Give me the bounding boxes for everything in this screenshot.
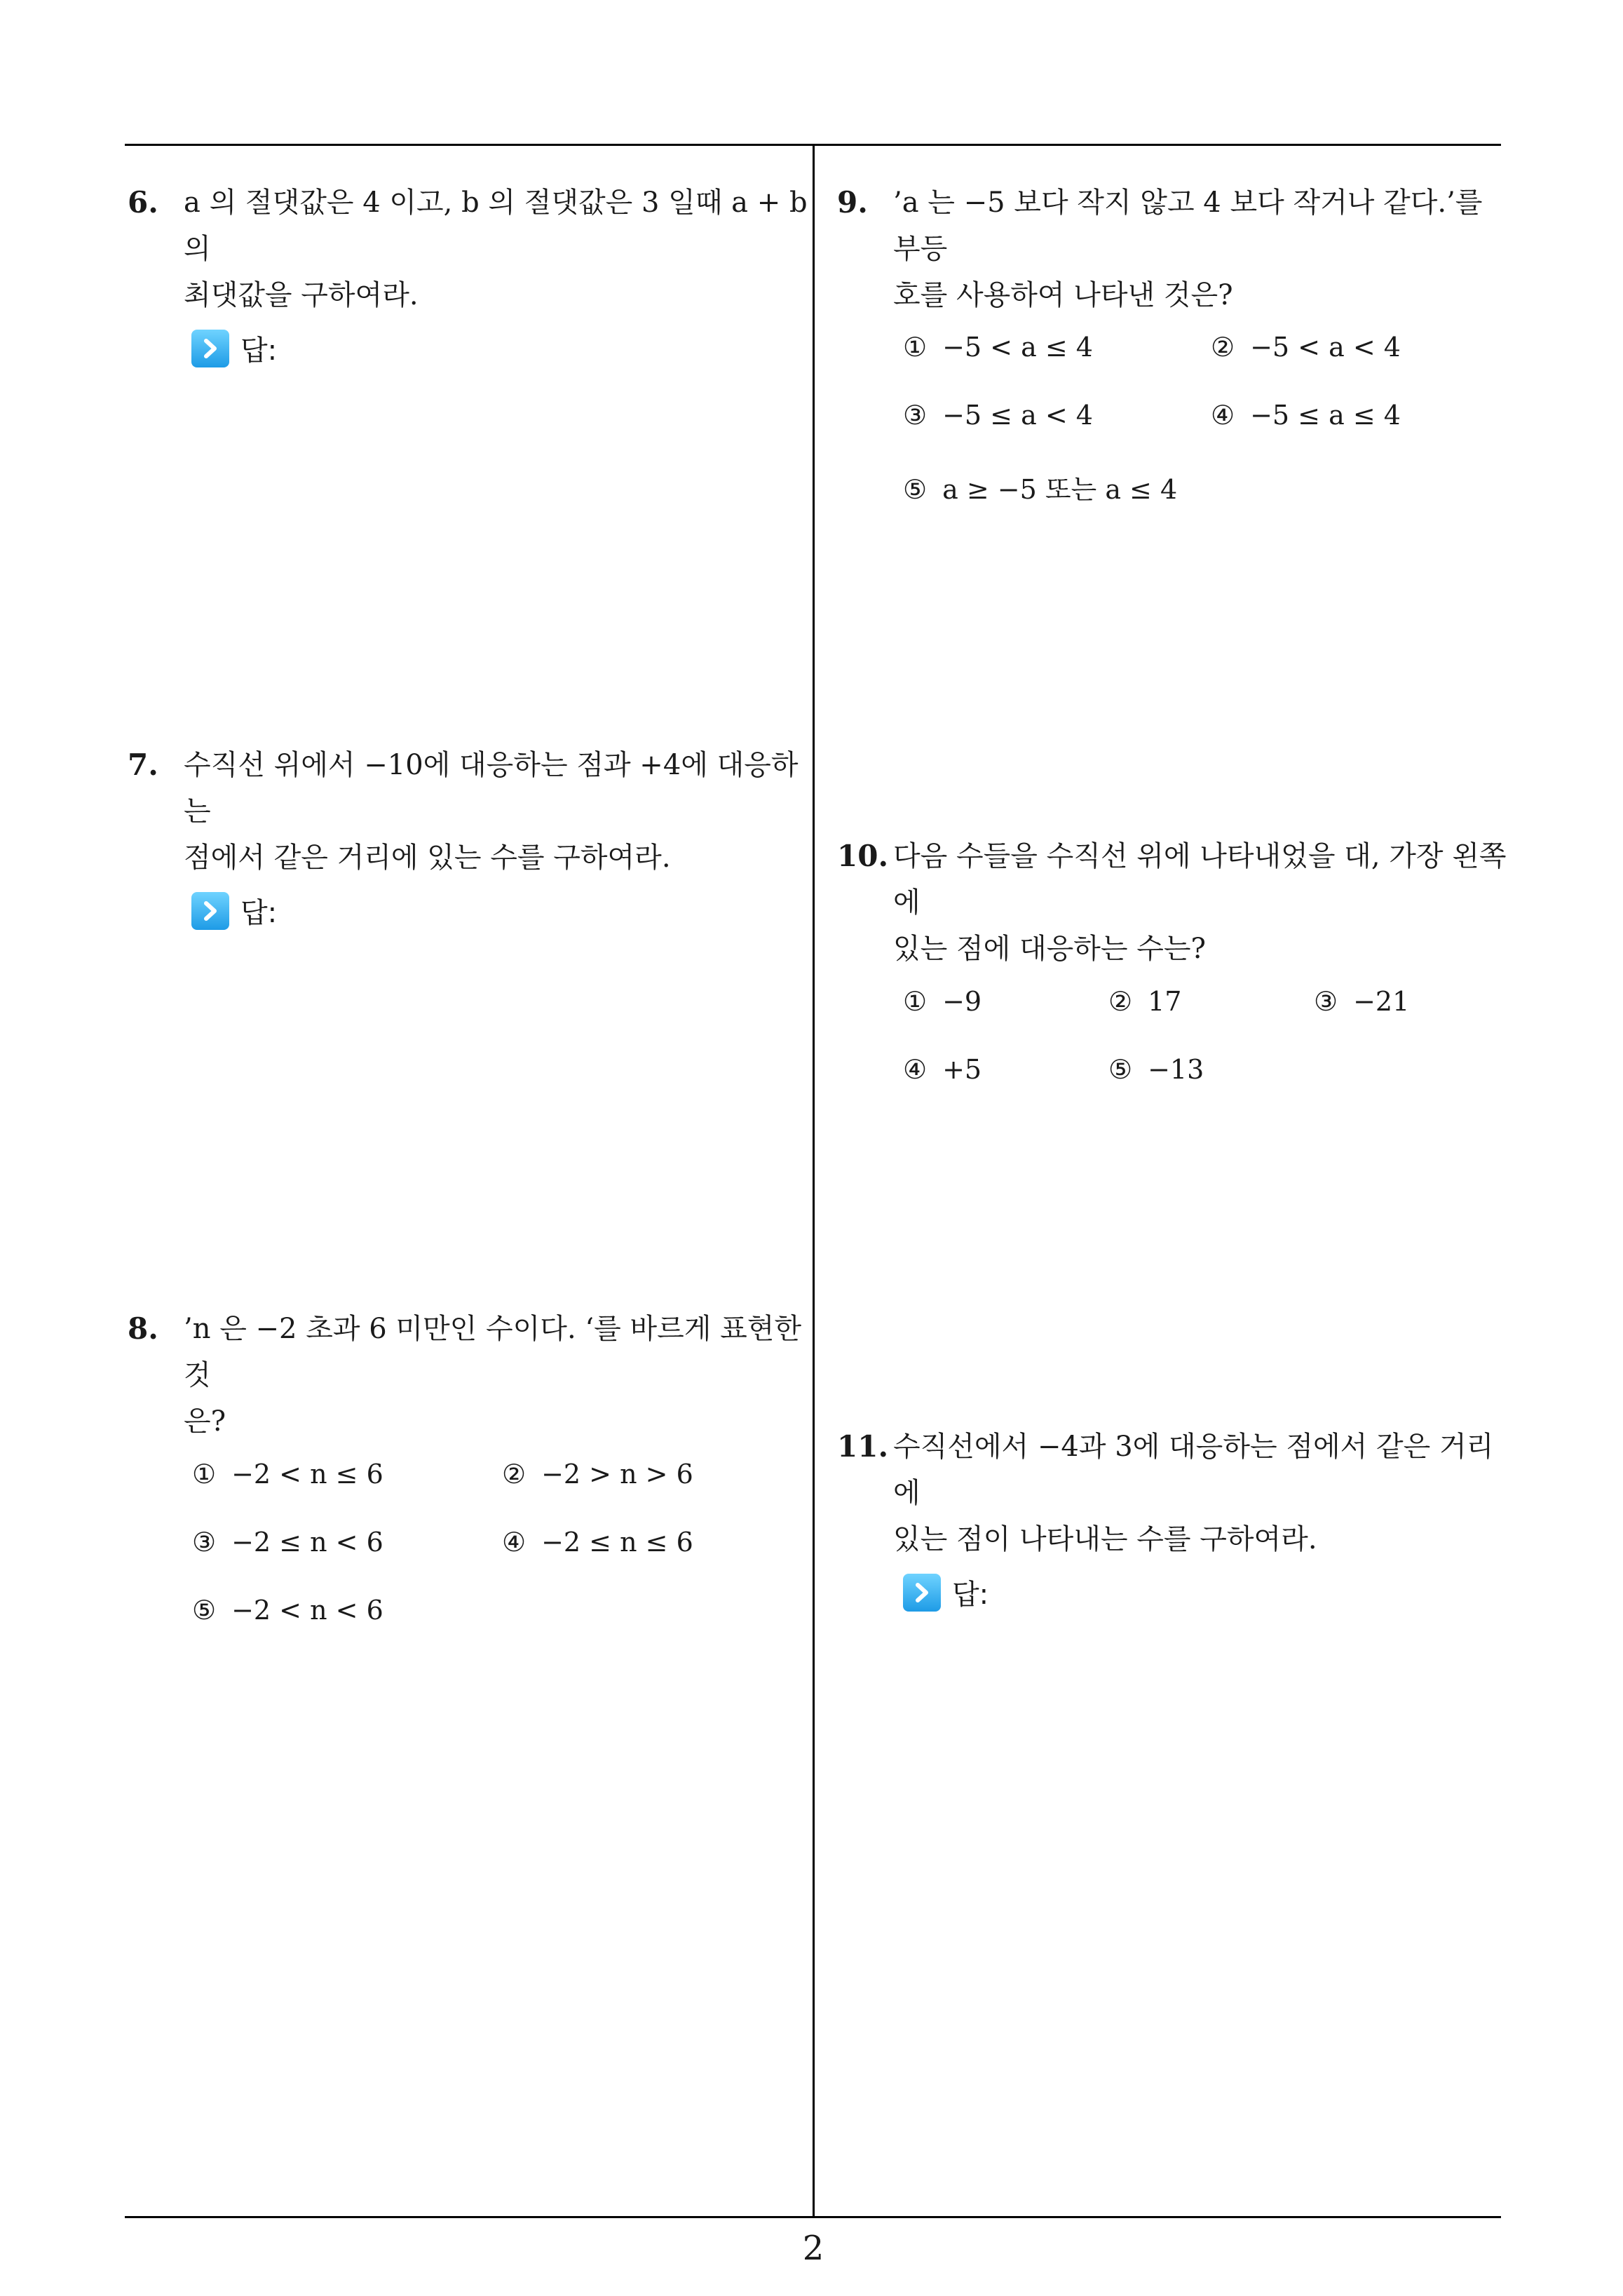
choice-4[interactable]	[502, 1527, 693, 1558]
question-number: 7.	[128, 748, 158, 782]
choice-text: −2 < n ≤ 6	[231, 1459, 383, 1490]
choice-2[interactable]	[1211, 332, 1401, 363]
choice-2[interactable]	[502, 1459, 693, 1490]
answer-area-11[interactable]	[903, 1572, 989, 1612]
question-line: 은?	[184, 1405, 226, 1438]
answer-label: 답:	[240, 897, 278, 929]
choice-mark: ⑤	[192, 1595, 217, 1626]
choice-5[interactable]	[903, 468, 1177, 506]
answer-label: 답:	[952, 1579, 989, 1611]
choice-4[interactable]	[1211, 400, 1401, 431]
choice-2[interactable]	[1108, 986, 1181, 1017]
choice-text: −5 < a ≤ 4	[942, 332, 1093, 363]
question-line: 최댓값을 구하여라.	[184, 279, 419, 311]
choice-text: 17	[1148, 986, 1182, 1017]
choice-text: −2 ≤ n ≤ 6	[541, 1527, 693, 1558]
question-text	[184, 180, 808, 318]
choice-text: −2 < n < 6	[231, 1595, 383, 1626]
choice-text: a ≥ −5 또는 a ≤ 4	[942, 474, 1178, 505]
choice-mark: ②	[1108, 986, 1133, 1017]
choice-1[interactable]	[192, 1459, 383, 1490]
choice-mark: ③	[903, 400, 928, 431]
page-number: 2	[802, 2229, 824, 2268]
choice-text: −21	[1353, 986, 1410, 1017]
choice-text: −5 ≤ a ≤ 4	[1250, 400, 1401, 431]
choice-mark: ④	[1211, 400, 1235, 431]
choice-3[interactable]	[1314, 986, 1409, 1017]
question-number: 8.	[128, 1311, 158, 1346]
question-line: 있는 점에 대응하는 수는?	[893, 933, 1206, 965]
column-divider	[813, 144, 815, 2216]
question-line: 점에서 같은 거리에 있는 수를 구하여라.	[184, 842, 671, 874]
question-line: 다음 수들을 수직선 위에 나타내었을 대, 가장 왼쪽에	[893, 840, 1507, 919]
question-line: 호를 사용하여 나타낸 것은?	[893, 279, 1233, 311]
choice-mark: ③	[1314, 986, 1338, 1017]
question-line: a 의 절댓값은 4 이고, b 의 절댓값은 3 일때 a + b 의	[184, 187, 808, 265]
choice-text: −2 ≤ n < 6	[231, 1527, 383, 1558]
choice-mark: ②	[502, 1459, 527, 1490]
choice-1[interactable]	[903, 332, 1093, 363]
question-number: 9.	[837, 185, 868, 220]
choice-mark: ⑤	[903, 474, 928, 505]
choice-3[interactable]	[192, 1527, 383, 1558]
bottom-rule	[125, 2216, 1501, 2218]
choice-5[interactable]	[192, 1595, 383, 1626]
choice-mark: ③	[192, 1527, 217, 1558]
question-line: ’a 는 −5 보다 작지 않고 4 보다 작거나 같다.’를 부등	[893, 187, 1483, 265]
question-line: 수직선 위에서 −10에 대응하는 점과 +4에 대응하는	[184, 749, 799, 828]
choice-3[interactable]	[903, 400, 1093, 431]
chevron-right-icon	[903, 1574, 941, 1612]
answer-area-6[interactable]	[191, 328, 277, 368]
choice-1[interactable]	[903, 986, 982, 1017]
choice-text: −9	[942, 986, 982, 1017]
question-number: 6.	[128, 185, 158, 220]
question-line: 있는 점이 나타내는 수를 구하여라.	[893, 1523, 1317, 1555]
choice-5[interactable]	[1108, 1054, 1204, 1085]
choice-mark: ①	[903, 986, 928, 1017]
choice-mark: ①	[903, 332, 928, 363]
question-text	[893, 833, 1510, 972]
chevron-right-icon	[191, 892, 229, 930]
question-number: 10.	[837, 839, 889, 873]
choice-mark: ①	[192, 1459, 217, 1490]
choice-text: −5 ≤ a < 4	[942, 400, 1093, 431]
question-text	[184, 1306, 808, 1445]
question-line: ’n 은 −2 초과 6 미만인 수이다. ‘를 바르게 표현한 것	[184, 1313, 801, 1391]
question-text	[184, 742, 808, 881]
chevron-right-icon	[191, 330, 229, 367]
question-text	[893, 1424, 1510, 1562]
choice-mark: ②	[1211, 332, 1235, 363]
choice-text: +5	[942, 1054, 982, 1085]
choice-mark: ④	[903, 1054, 928, 1085]
question-number: 11.	[837, 1429, 889, 1464]
choice-mark: ⑤	[1108, 1054, 1133, 1085]
choice-4[interactable]	[903, 1054, 982, 1085]
choice-text: −5 < a < 4	[1250, 332, 1401, 363]
choice-text: −2 > n > 6	[541, 1459, 693, 1490]
question-line: 수직선에서 −4과 3에 대응하는 점에서 같은 거리에	[893, 1431, 1494, 1509]
question-text	[893, 180, 1510, 318]
choice-text: −13	[1148, 1054, 1204, 1085]
choice-mark: ④	[502, 1527, 527, 1558]
answer-label: 답:	[240, 335, 278, 367]
answer-area-7[interactable]	[191, 891, 277, 931]
